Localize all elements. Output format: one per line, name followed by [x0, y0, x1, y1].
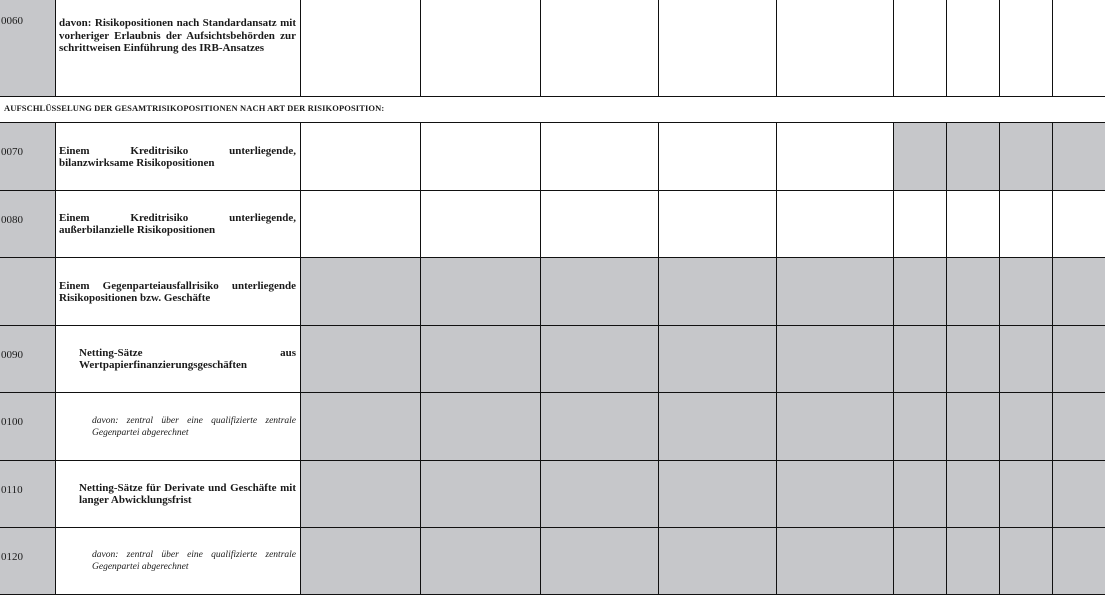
table-row-0060	[0, 0, 1105, 96]
row-code	[0, 258, 55, 325]
row-divider	[0, 460, 1105, 461]
column-divider	[658, 122, 659, 595]
row-label: davon: zentral über eine qualifizierte zentrale Gegenpartei abgerechnet	[92, 550, 296, 572]
column-divider	[1052, 0, 1053, 96]
row-divider	[0, 257, 1105, 258]
row-divider	[0, 96, 1105, 97]
column-divider	[999, 0, 1000, 96]
row-label: davon: zentral über eine qualifizierte zentrale Gegenpartei abgerechnet	[92, 415, 296, 438]
table-row-0120	[0, 528, 1105, 594]
column-divider	[999, 122, 1000, 595]
column-divider	[893, 0, 894, 96]
table-row-0110	[0, 461, 1105, 527]
row-code: 0100	[0, 393, 55, 460]
column-divider	[776, 122, 777, 595]
row-label: Netting-Sätze aus Wertpapierfinanzierungsgeschäften	[79, 347, 296, 371]
column-divider	[420, 122, 421, 595]
row-code: 0080	[0, 191, 55, 257]
row-divider	[0, 594, 1105, 595]
table-row-0070	[0, 123, 1105, 190]
table-row-0100	[0, 393, 1105, 460]
table-row-ccr	[0, 258, 1105, 325]
column-divider	[776, 0, 777, 96]
column-divider	[420, 0, 421, 96]
row-code: 0070	[0, 123, 55, 190]
column-divider	[658, 0, 659, 96]
row-code: 0060	[0, 0, 55, 96]
row-label: Einem Gegenparteiausfallrisiko unterliegende Risikopositionen bzw. Geschäfte	[59, 279, 296, 304]
row-label: davon: Risikopositionen nach Standardansatz mit vorheriger Erlaubnis der Aufsichtsbehörden zur schrittweisen Einführung des IRB-Ansatzes	[59, 17, 296, 54]
row-divider	[0, 190, 1105, 191]
table-row-0080	[0, 191, 1105, 257]
column-divider	[893, 122, 894, 595]
row-divider	[0, 325, 1105, 326]
column-divider	[1052, 122, 1053, 595]
row-label: Netting-Sätze für Derivate und Geschäfte mit langer Abwicklungsfrist	[79, 482, 296, 506]
table-row-0090	[0, 326, 1105, 392]
column-divider	[300, 0, 301, 96]
section-heading: AUFSCHLÜSSELUNG DER GESAMTRISIKOPOSITIONEN NACH ART DER RISIKOPOSITION:	[4, 103, 385, 113]
column-divider	[55, 0, 56, 96]
row-divider	[0, 122, 1105, 123]
column-divider	[946, 122, 947, 595]
column-divider	[946, 0, 947, 96]
column-divider	[55, 122, 56, 595]
row-label: Einem Kreditrisiko unterliegende, bilanzwirksame Risikopositionen	[59, 144, 296, 169]
row-divider	[0, 392, 1105, 393]
row-label: Einem Kreditrisiko unterliegende, außerbilanzielle Risikopositionen	[59, 212, 296, 236]
column-divider	[300, 122, 301, 595]
column-divider	[540, 0, 541, 96]
row-divider	[0, 527, 1105, 528]
row-code: 0110	[0, 461, 55, 527]
column-divider	[540, 122, 541, 595]
row-code: 0120	[0, 528, 55, 594]
row-code: 0090	[0, 326, 55, 392]
